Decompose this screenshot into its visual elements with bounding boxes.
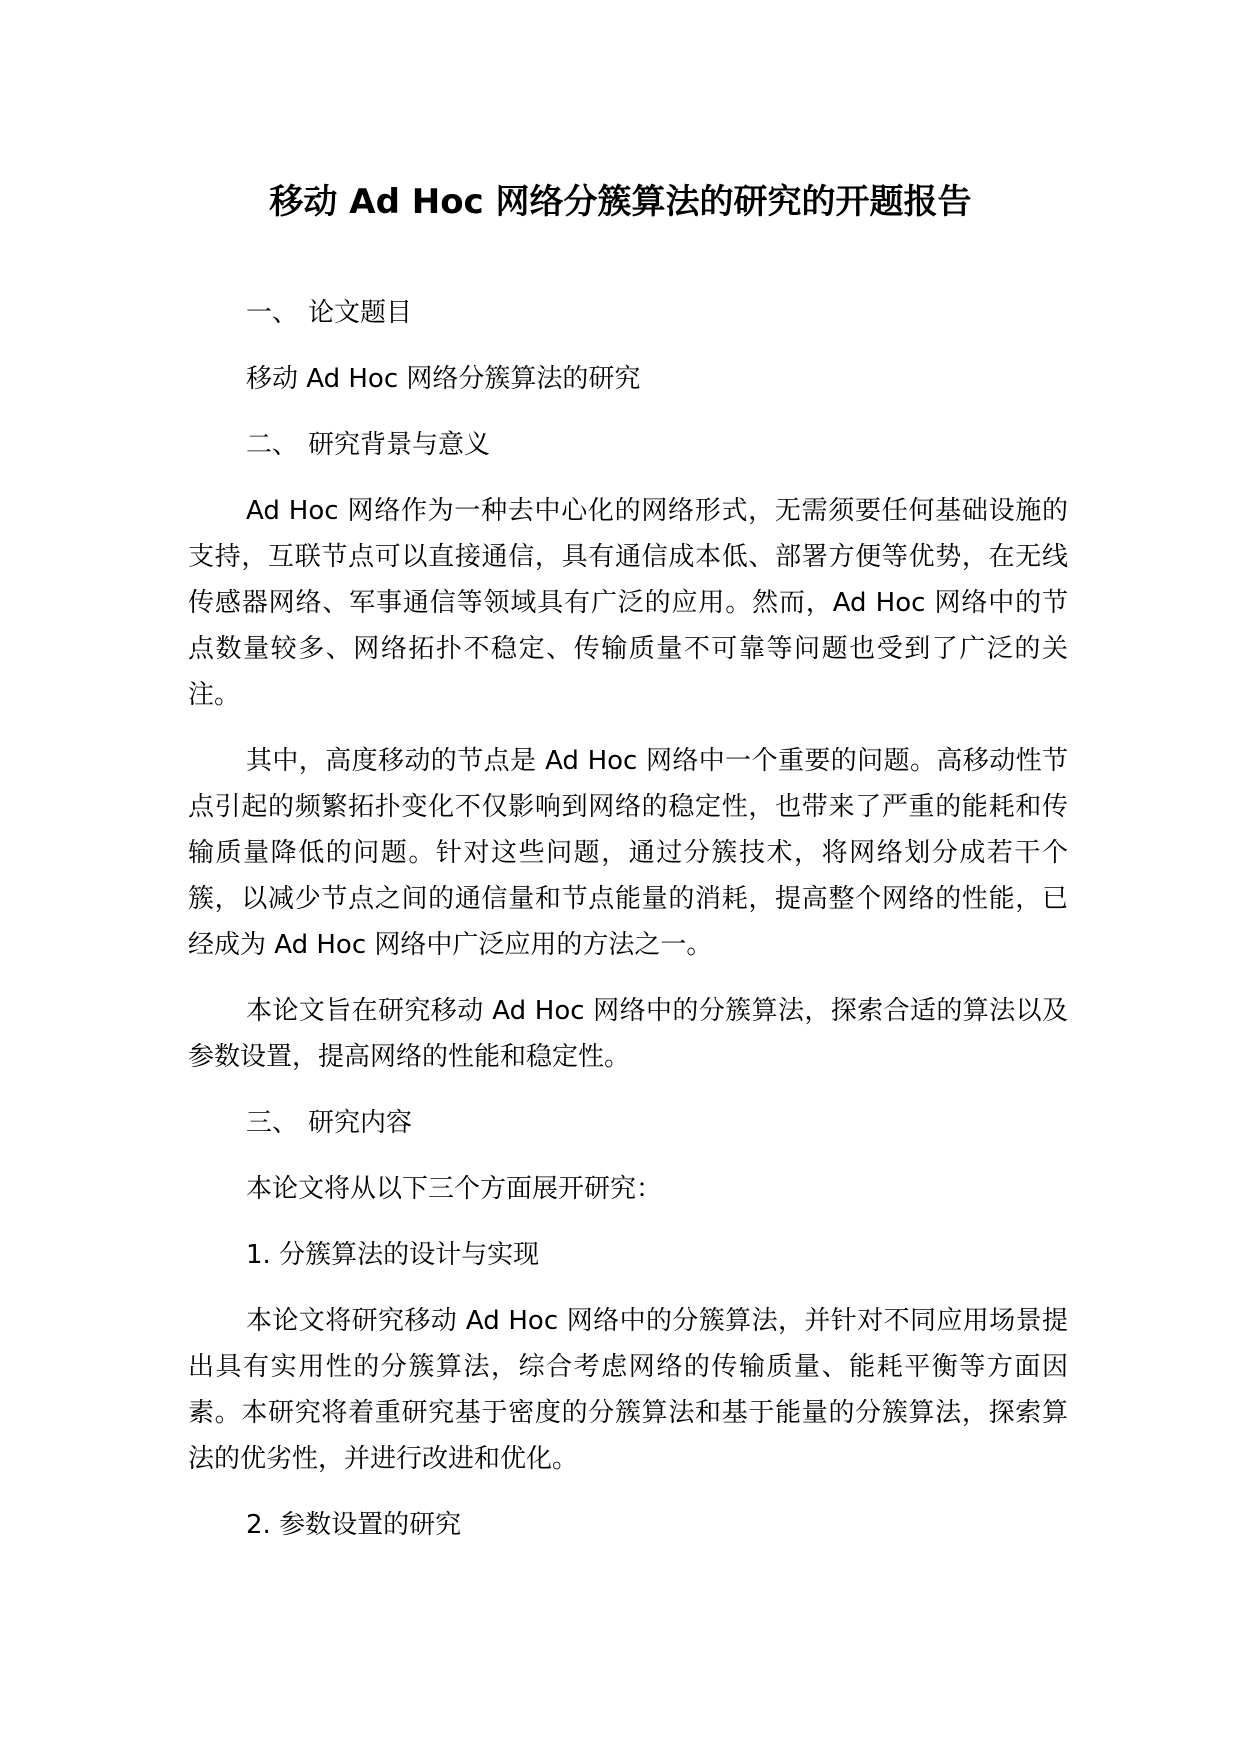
section-heading-1 — [188, 290, 1068, 336]
content-intro: 本论文将从以下三个方面展开研究： — [246, 1174, 663, 1204]
thesis-title-text: 移动 Ad Hoc 网络分簇算法的研究 — [246, 364, 641, 394]
content-item-1-paragraph: 本论文将研究移动 Ad Hoc 网络中的分簇算法，并针对不同应用场景提出具有实用性的分簇算法，综合考虑网络的传输质量、能耗平衡等方面因素。本研究将着重研究基于密度的分簇算法和基于能量的分簇算法，探索算法的优劣性，并进行改进和优化。 — [188, 1306, 1068, 1474]
section-title: 研究内容 — [308, 1108, 413, 1138]
section-heading-2 — [188, 422, 1068, 468]
document-body — [188, 290, 1068, 1568]
content-item-2-heading: 2. 参数设置的研究 — [246, 1510, 462, 1540]
section-title: 研究背景与意义 — [308, 430, 491, 460]
document-title: 移动 Ad Hoc 网络分簇算法的研究的开题报告 — [269, 182, 972, 222]
content-item-1-heading: 1. 分簇算法的设计与实现 — [246, 1240, 540, 1270]
background-paragraph-1: Ad Hoc 网络作为一种去中心化的网络形式，无需须要任何基础设施的支持，互联节点可以直接通信，具有通信成本低、部署方便等优势，在无线传感器网络、军事通信等领域具有广泛的应用。然而，Ad Hoc 网络中的节点数量较多、网络拓扑不稳定、传输质量不可靠等问题也受到了广泛的关注。 — [188, 496, 1068, 710]
section-heading-3 — [188, 1100, 1068, 1146]
section-number: 三、 — [246, 1108, 299, 1138]
section-number: 一、 — [246, 298, 299, 328]
background-paragraph-3: 本论文旨在研究移动 Ad Hoc 网络中的分簇算法，探索合适的算法以及参数设置，提高网络的性能和稳定性。 — [188, 996, 1068, 1072]
section-title: 论文题目 — [308, 298, 413, 328]
section-number: 二、 — [246, 430, 299, 460]
background-paragraph-2: 其中，高度移动的节点是 Ad Hoc 网络中一个重要的问题。高移动性节点引起的频繁拓扑变化不仅影响到网络的稳定性，也带来了严重的能耗和传输质量降低的问题。针对这些问题，通过分簇技术，将网络划分成若干个簇，以减少节点之间的通信量和节点能量的消耗，提高整个网络的性能，已经成为 Ad Hoc 网络中广泛应用的方法之一。 — [188, 746, 1068, 960]
